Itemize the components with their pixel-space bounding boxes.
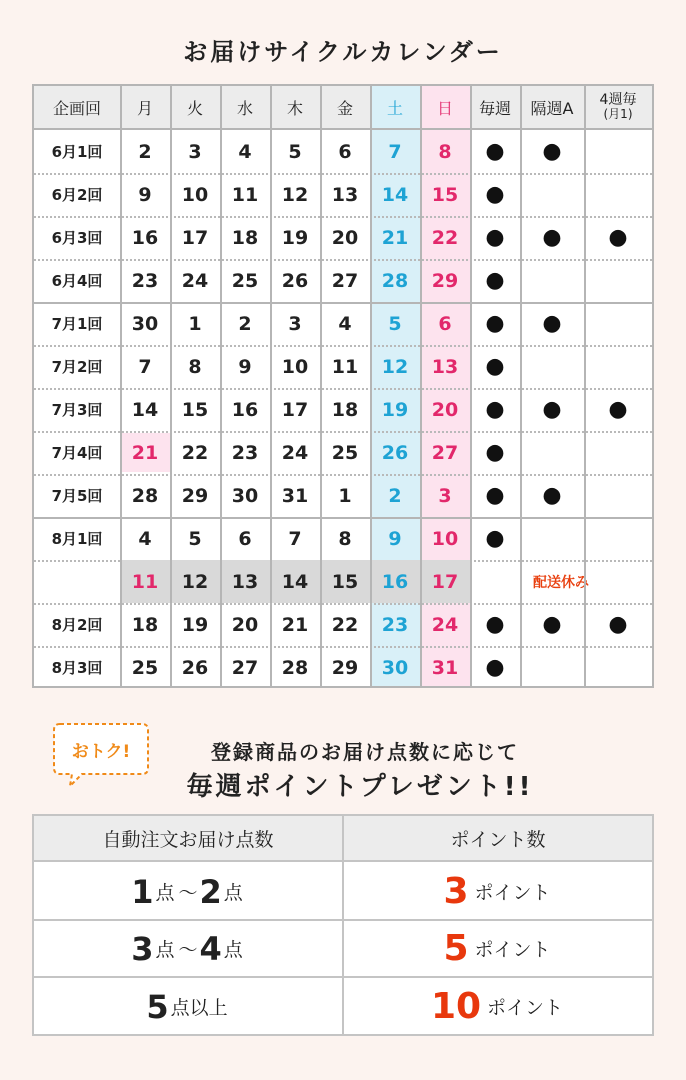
monthly-dot [584,259,652,302]
day-cell: 12 [281,183,309,206]
plan-month: 7月 [51,315,77,333]
biweekly-dot: ● [542,225,562,250]
day-cell: 19 [181,613,209,636]
plan-number: 1回 [77,315,103,333]
day-cell: 17 [181,226,209,249]
day-cell: 3 [438,484,452,507]
biweekly-dot: ● [542,311,562,336]
day-cell: 18 [331,398,359,421]
day-cell: 7 [138,355,152,378]
day-cell: 1 [338,484,352,507]
day-cell: 20 [331,226,359,249]
day-cell: 10 [431,527,459,550]
day-cell: 27 [331,269,359,292]
column-divider [170,86,172,686]
weekly-dot: ● [485,612,505,637]
day-cell: 10 [181,183,209,206]
point-unit: ポイント [487,997,564,1019]
column-divider [320,86,322,686]
day-cell: 5 [388,312,402,335]
plan-month: 6月 [51,229,77,247]
points-table [32,814,654,1036]
monthly-dot [584,345,652,388]
points-range [34,864,342,919]
header-plan: 企画回 [34,86,120,128]
biweekly-dot: ● [542,139,562,164]
day-cell: 6 [338,140,352,163]
day-cell: 30 [381,656,409,679]
monthly-dot [584,474,652,517]
day-cell: 5 [288,140,302,163]
weekly-dot: ● [485,354,505,379]
day-cell: 12 [181,570,209,593]
calendar-row [34,130,652,173]
calendar-row [34,517,652,560]
count-unit: 点 [155,939,175,961]
weekly-dot: ● [485,655,505,680]
day-cell: 24 [431,613,459,636]
monthly-dot [584,517,652,560]
day-cell: 5 [188,527,202,550]
day-cell: 27 [431,441,459,464]
plan-label [34,302,120,345]
monthly-dot [584,173,652,216]
plan-number: 3回 [77,229,103,247]
day-cell: 7 [288,527,302,550]
header-wed: 水 [220,86,270,128]
day-cell: 7 [388,140,402,163]
day-cell: 13 [331,183,359,206]
biweekly-dot [520,517,584,560]
column-divider [584,86,586,686]
count-unit: 〜 [178,882,198,904]
column-divider [470,86,472,686]
points-row [34,921,652,978]
column-divider [420,86,422,686]
column-divider [370,86,372,686]
weekly-dot: ● [485,483,505,508]
day-cell: 22 [431,226,459,249]
day-cell: 18 [131,613,159,636]
header-fri: 金 [320,86,370,128]
calendar-header-row [34,86,652,128]
header-sun: 日 [420,86,470,128]
monthly-dot [584,130,652,173]
day-cell: 20 [431,398,459,421]
calendar-row [34,388,652,431]
calendar-row [34,646,652,689]
plan-label [34,517,120,560]
monthly-dot [584,646,652,689]
day-cell: 16 [231,398,259,421]
plan-number: 3回 [77,401,103,419]
header-thu: 木 [270,86,320,128]
plan-month: 7月 [51,401,77,419]
plan-number: 3回 [77,659,103,677]
day-cell: 16 [131,226,159,249]
weekly-dot: ● [485,311,505,336]
day-cell: 2 [138,140,152,163]
biweekly-dot [520,173,584,216]
calendar-row [34,216,652,259]
column-divider [520,86,522,686]
day-cell: 11 [131,570,159,593]
calendar-row [34,560,652,603]
day-cell: 29 [181,484,209,507]
day-cell: 23 [381,613,409,636]
day-cell: 14 [381,183,409,206]
day-cell: 13 [431,355,459,378]
biweekly-dot [520,431,584,474]
day-cell: 17 [431,570,459,593]
day-cell: 15 [331,570,359,593]
day-cell: 25 [131,656,159,679]
monthly-dot [584,431,652,474]
plan-label [34,560,120,603]
calendar-row [34,431,652,474]
column-divider [270,86,272,686]
day-cell: 13 [231,570,259,593]
day-cell: 11 [331,355,359,378]
day-cell: 10 [281,355,309,378]
day-cell: 18 [231,226,259,249]
monthly-dot [584,302,652,345]
plan-month: 8月 [51,616,77,634]
weekly-dot: ● [485,526,505,551]
points-row [34,864,652,921]
day-cell: 11 [231,183,259,206]
weekly-dot: ● [485,225,505,250]
points-value [344,864,652,919]
calendar-row [34,603,652,646]
header-every-4-weeks [584,86,652,128]
header-mon: 月 [120,86,170,128]
otoku-bubble [50,716,152,788]
day-cell: 22 [181,441,209,464]
plan-number: 1回 [77,530,103,548]
day-cell: 23 [131,269,159,292]
count-number: 5 [146,987,169,1026]
day-cell: 12 [381,355,409,378]
day-cell: 25 [231,269,259,292]
count-number: 4 [199,929,222,968]
point-number: 3 [443,871,469,912]
day-cell: 26 [381,441,409,464]
day-cell: 30 [131,312,159,335]
plan-month: 8月 [51,530,77,548]
day-cell: 14 [131,398,159,421]
monthly-dot: ● [608,397,628,422]
plan-label [34,603,120,646]
plan-label [34,259,120,302]
day-cell: 21 [281,613,309,636]
day-cell: 31 [431,656,459,679]
day-cell: 29 [431,269,459,292]
biweekly-dot [520,646,584,689]
promo-line-1: 登録商品のお届け点数に応じて [211,740,519,764]
header-sat: 土 [370,86,420,128]
count-unit: 〜 [178,939,198,961]
plan-label [34,130,120,173]
plan-number: 4回 [77,444,103,462]
calendar-row [34,474,652,517]
column-divider [220,86,222,686]
delivery-calendar [32,84,654,688]
biweekly-dot: ● [542,612,562,637]
day-cell: 2 [388,484,402,507]
points-header-points: ポイント数 [450,828,546,851]
count-unit: 点 [223,882,243,904]
day-cell: 21 [381,226,409,249]
points-range [34,978,342,1035]
header-every-4-weeks-label: 4週毎 [599,92,637,108]
count-number: 1 [131,872,154,911]
day-cell: 19 [381,398,409,421]
day-cell: 3 [188,140,202,163]
calendar-row [34,259,652,302]
count-number: 2 [199,872,222,911]
plan-label [34,431,120,474]
calendar-row [34,345,652,388]
day-cell: 8 [338,527,352,550]
calendar-row [34,173,652,216]
points-range [34,921,342,976]
day-cell: 25 [331,441,359,464]
plan-label [34,646,120,689]
promo-line-2: 毎週ポイントプレゼント!! [186,772,534,802]
point-unit: ポイント [474,939,551,961]
point-unit: ポイント [474,882,551,904]
weekly-dot: ● [485,397,505,422]
plan-month: 6月 [51,272,77,290]
point-number: 5 [443,928,469,969]
plan-number: 4回 [77,272,103,290]
day-cell: 24 [281,441,309,464]
points-header-count: 自動注文お届け点数 [102,828,274,851]
day-cell: 28 [281,656,309,679]
day-cell: 28 [131,484,159,507]
day-cell: 4 [238,140,252,163]
plan-label [34,474,120,517]
day-cell: 28 [381,269,409,292]
header-monthly-label: (月1) [603,107,633,121]
point-number: 10 [430,986,482,1027]
points-value [344,978,652,1035]
day-cell: 9 [238,355,252,378]
day-cell: 4 [138,527,152,550]
day-cell: 30 [231,484,259,507]
biweekly-dot: ● [542,483,562,508]
day-cell: 6 [438,312,452,335]
no-delivery-label: 配送休み [533,574,589,591]
points-value [344,921,652,976]
weekly-dot: ● [485,268,505,293]
day-cell: 8 [188,355,202,378]
day-cell: 14 [281,570,309,593]
day-cell: 15 [181,398,209,421]
day-cell: 29 [331,656,359,679]
plan-month: 6月 [51,143,77,161]
day-cell: 1 [188,312,202,335]
column-divider [120,86,122,686]
plan-label [34,173,120,216]
header-weekly: 毎週 [470,86,520,128]
day-cell: 24 [181,269,209,292]
count-number: 3 [131,929,154,968]
day-cell: 19 [281,226,309,249]
biweekly-dot: ● [542,397,562,422]
weekly-dot: ● [485,182,505,207]
day-cell: 27 [231,656,259,679]
plan-number: 1回 [77,143,103,161]
day-cell: 9 [388,527,402,550]
biweekly-dot [520,259,584,302]
plan-month: 7月 [51,487,77,505]
weekly-dot: ● [485,139,505,164]
monthly-dot: ● [608,225,628,250]
plan-label [34,345,120,388]
weekly-dot: ● [485,440,505,465]
plan-month: 6月 [51,186,77,204]
plan-number: 2回 [77,616,103,634]
points-row [34,978,652,1035]
plan-month: 7月 [51,358,77,376]
day-cell: 2 [238,312,252,335]
count-unit: 点 [223,939,243,961]
plan-number: 2回 [77,186,103,204]
bubble-text: おトク! [71,741,131,762]
calendar-row [34,302,652,345]
day-cell: 23 [231,441,259,464]
count-unit: 点以上 [170,997,228,1019]
day-cell: 8 [438,140,452,163]
day-cell: 26 [281,269,309,292]
monthly-dot: ● [608,612,628,637]
day-cell: 6 [238,527,252,550]
day-cell: 31 [281,484,309,507]
plan-number: 5回 [77,487,103,505]
day-cell: 21 [120,433,170,472]
plan-month: 7月 [51,444,77,462]
biweekly-dot [520,345,584,388]
day-cell: 15 [431,183,459,206]
day-cell: 16 [381,570,409,593]
day-cell: 17 [281,398,309,421]
day-cell: 20 [231,613,259,636]
plan-number: 2回 [77,358,103,376]
header-tue: 火 [170,86,220,128]
day-cell: 9 [138,183,152,206]
page-title: お届けサイクルカレンダー [183,38,503,66]
day-cell: 22 [331,613,359,636]
plan-label [34,216,120,259]
day-cell: 3 [288,312,302,335]
day-cell: 26 [181,656,209,679]
plan-month: 8月 [51,659,77,677]
plan-label [34,388,120,431]
header-biweekly-a: 隔週A [520,86,584,128]
count-unit: 点 [155,882,175,904]
day-cell: 4 [338,312,352,335]
